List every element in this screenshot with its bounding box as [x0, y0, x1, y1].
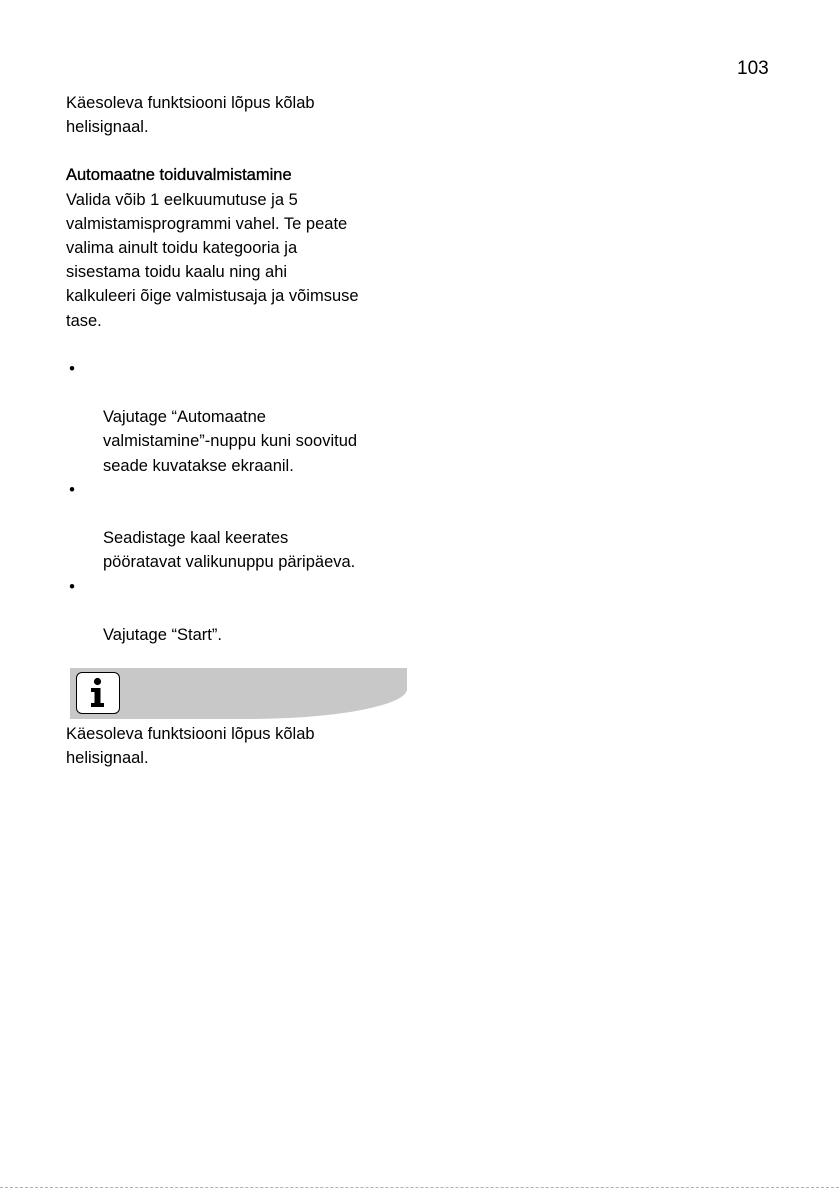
steps-list	[66, 357, 411, 647]
spacer	[66, 139, 411, 163]
list-item	[66, 575, 411, 648]
section-body: Valida võib 1 eelkuumutuse ja 5 valmistamisprogrammi vahel. Te peate valima ainult toidu kategooria ja sisestama toidu kaalu ning ahi kalkuleeri õige valmistusaja ja võimsuse tase.	[66, 190, 359, 330]
main-column	[66, 91, 411, 771]
bullet-icon: •	[69, 480, 75, 499]
page-bottom-rule	[0, 1187, 839, 1188]
info-note-banner	[70, 668, 407, 719]
step-text: Vajutage “Automaatne valmistamine”-nuppu kuni soovitud seade kuvatakse ekraanil.	[103, 408, 358, 475]
spacer	[66, 333, 411, 357]
page-number: 103	[737, 58, 769, 79]
list-item	[66, 478, 411, 575]
info-note-text: Käesoleva funktsiooni lõpus kõlab helisignaal.	[66, 725, 315, 768]
bullet-icon: •	[69, 359, 75, 378]
step-text: Vajutage “Start”.	[103, 626, 222, 645]
list-item	[66, 357, 411, 478]
step-text: Seadistage kaal keerates pööratavat valikunuppu päripäeva.	[103, 529, 356, 572]
info-icon	[76, 672, 120, 714]
intro-paragraph: Käesoleva funktsiooni lõpus kõlab helisignaal.	[66, 94, 315, 137]
bullet-icon: •	[69, 577, 75, 596]
section-heading: Automaatne toiduvalmistamine	[66, 166, 292, 185]
